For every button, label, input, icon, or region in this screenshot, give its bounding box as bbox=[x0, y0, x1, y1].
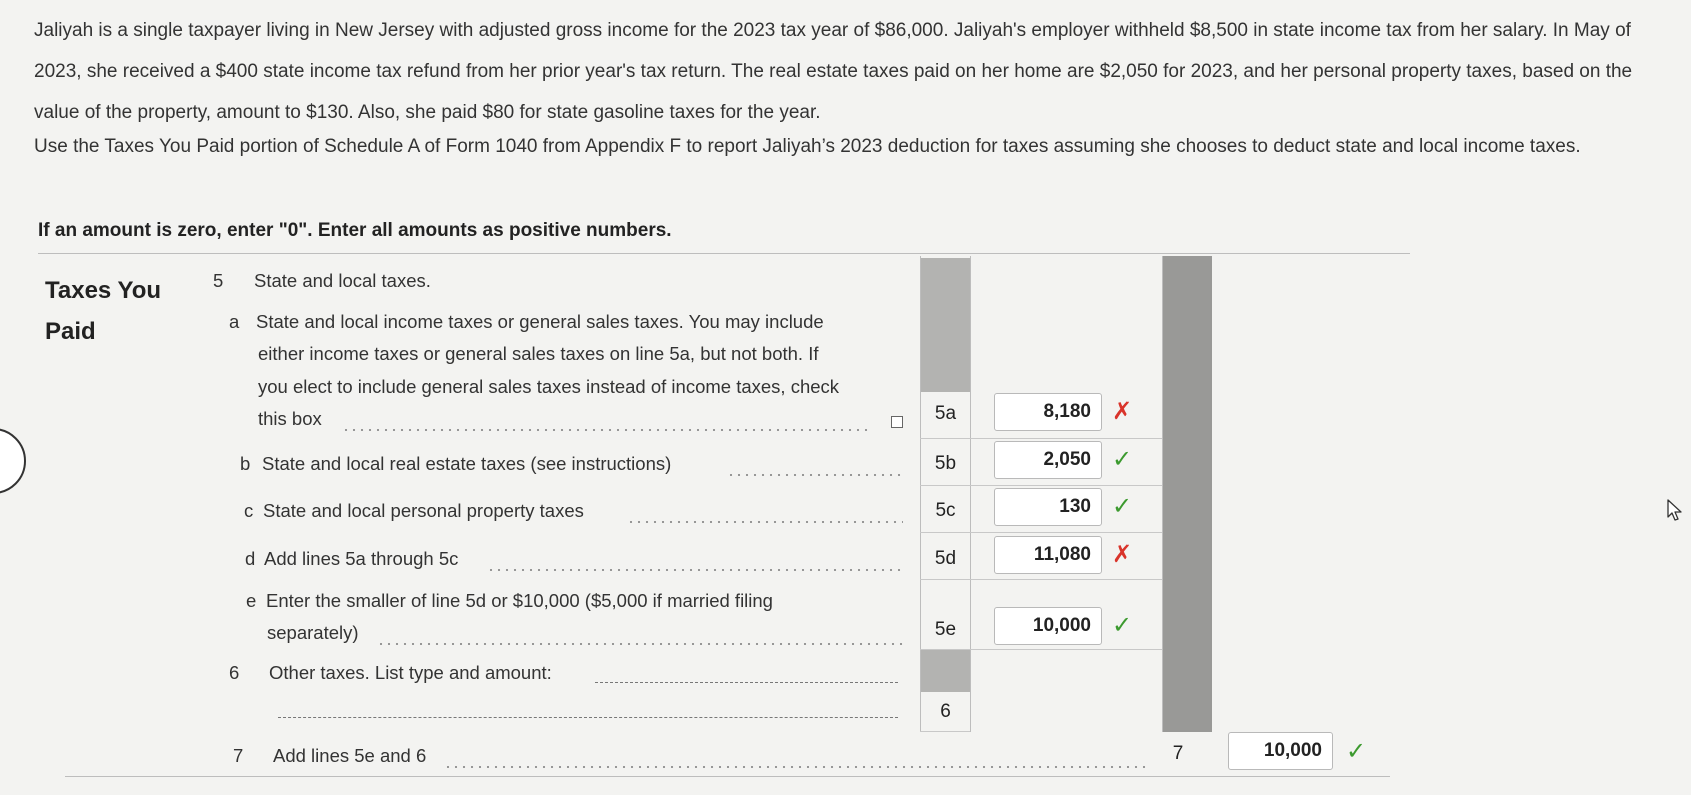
line-5b-correct-icon: ✓ bbox=[1112, 446, 1133, 473]
code-column-shading-line6 bbox=[921, 650, 970, 692]
grid-hline-5e bbox=[920, 649, 1162, 650]
grid-vline-2 bbox=[970, 256, 971, 732]
form-top-rule bbox=[38, 253, 1410, 254]
line-5e-code: 5e bbox=[934, 619, 957, 640]
line-5a-letter: a bbox=[229, 311, 240, 332]
line-7-code: 7 bbox=[1172, 743, 1184, 764]
line-5e-text-2: separately) bbox=[267, 622, 359, 643]
line-5d-incorrect-icon: ✗ bbox=[1112, 541, 1133, 568]
right-column-shading bbox=[1163, 256, 1212, 732]
section-title bbox=[45, 270, 161, 352]
side-ring-icon[interactable] bbox=[0, 428, 26, 494]
line-5e-text-1: Enter the smaller of line 5d or $10,000 ($5,000 if married filing bbox=[266, 590, 773, 611]
grid-hline-5b bbox=[920, 485, 1162, 486]
line-5a-text-1: State and local income taxes or general sales taxes. You may include bbox=[256, 311, 824, 332]
line-5e-leader-dots bbox=[377, 643, 903, 645]
line-7-correct-icon: ✓ bbox=[1346, 738, 1367, 765]
line-6-number: 6 bbox=[229, 662, 240, 683]
line-5-number: 5 bbox=[213, 270, 224, 291]
line-5c-letter: c bbox=[244, 500, 254, 521]
problem-paragraph-2: Use the Taxes You Paid portion of Schedule A of Form 1040 from Appendix F to report Jaliyah’s 2023 deduction for taxes assuming she chooses to deduct state and local income taxes. bbox=[34, 136, 1581, 157]
line-5c-correct-icon: ✓ bbox=[1112, 493, 1133, 520]
problem-paragraph-1: Jaliyah is a single taxpayer living in New Jersey with adjusted gross income for the 2023 tax year of $86,000. Jaliyah's employer withheld $8,500 in state income tax from her salary. In May of 2023, she received a $400 state income tax refund from her prior year's tax return. The real estate taxes paid on her home are $2,050 for 2023, and her personal property taxes, based on the value of the property, amount to $130. Also, she paid $80 for state gasoline taxes for the year. bbox=[34, 20, 1633, 123]
line-5c-amount-input[interactable]: 130 bbox=[994, 488, 1102, 526]
line-7-number: 7 bbox=[233, 745, 244, 766]
line-6-type-blank-2[interactable] bbox=[278, 717, 898, 718]
line-5b-text: State and local real estate taxes (see instructions) bbox=[262, 453, 672, 474]
line-5d-code: 5d bbox=[934, 548, 957, 569]
sales-tax-checkbox[interactable] bbox=[891, 416, 903, 428]
line-5d-letter: d bbox=[245, 548, 256, 569]
grid-hline-5c bbox=[920, 532, 1162, 533]
grid-hline-5a bbox=[920, 438, 1162, 439]
form-bottom-rule bbox=[65, 776, 1390, 777]
line-7-text: Add lines 5e and 6 bbox=[273, 745, 427, 766]
grid-vline-1 bbox=[920, 256, 921, 732]
line-5c-leader-dots bbox=[627, 521, 903, 523]
line-5a-amount-input[interactable]: 8,180 bbox=[994, 393, 1102, 431]
line-5b-code: 5b bbox=[934, 453, 957, 474]
line-5a-leader-dots bbox=[342, 429, 870, 431]
line-5e-letter: e bbox=[246, 590, 257, 611]
line-5d-text: Add lines 5a through 5c bbox=[264, 548, 459, 569]
code-column-shading-top bbox=[921, 258, 970, 392]
line-6-code: 6 bbox=[940, 701, 951, 722]
grid-hline-5d bbox=[920, 579, 1162, 580]
line-5c-code: 5c bbox=[935, 500, 956, 521]
section-title-line1: Taxes You bbox=[45, 277, 162, 304]
line-5e-amount-input[interactable]: 10,000 bbox=[994, 607, 1102, 645]
line-5a-code: 5a bbox=[934, 403, 957, 424]
instruction-text: If an amount is zero, enter "0". Enter all amounts as positive numbers. bbox=[38, 220, 672, 241]
line-5a-text-4: this box bbox=[258, 408, 322, 429]
section-title-line2: Paid bbox=[45, 318, 96, 345]
line-5a-incorrect-icon: ✗ bbox=[1112, 398, 1133, 425]
line-6-type-blank-1[interactable] bbox=[595, 682, 898, 683]
line-5-label: State and local taxes. bbox=[254, 270, 431, 291]
mouse-pointer-icon bbox=[1666, 498, 1684, 522]
line-5b-letter: b bbox=[240, 453, 251, 474]
line-7-leader-dots bbox=[444, 766, 1148, 768]
line-6-text: Other taxes. List type and amount: bbox=[269, 662, 552, 683]
line-7-amount-input[interactable]: 10,000 bbox=[1228, 732, 1333, 770]
line-5b-amount-input[interactable]: 2,050 bbox=[994, 441, 1102, 479]
line-5b-leader-dots bbox=[727, 474, 903, 476]
grid-vline-3 bbox=[1162, 256, 1163, 732]
grid-hline-6 bbox=[920, 731, 970, 732]
line-5e-correct-icon: ✓ bbox=[1112, 612, 1133, 639]
line-5a-text-2: either income taxes or general sales taxes on line 5a, but not both. If bbox=[258, 343, 819, 364]
line-5c-text: State and local personal property taxes bbox=[263, 500, 584, 521]
line-5d-amount-input[interactable]: 11,080 bbox=[994, 536, 1102, 574]
line-5a-text-3: you elect to include general sales taxes instead of income taxes, check bbox=[258, 376, 840, 397]
line-5d-leader-dots bbox=[487, 569, 903, 571]
